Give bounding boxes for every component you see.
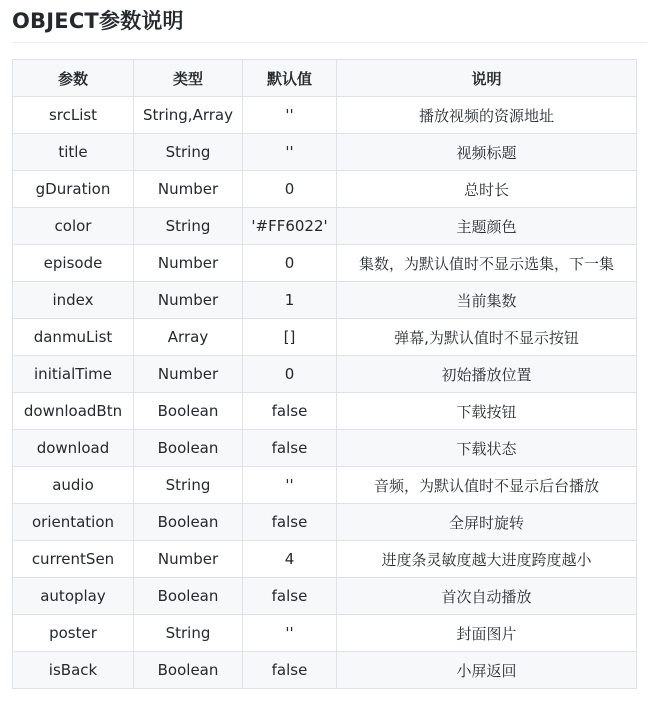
table-body: [13, 97, 637, 689]
param-name-cell: title: [13, 134, 134, 171]
type-cell: Number: [134, 541, 243, 578]
param-name-cell: currentSen: [13, 541, 134, 578]
description-cell: 视频标题: [337, 134, 637, 171]
type-cell: Boolean: [134, 652, 243, 689]
param-name-cell: initialTime: [13, 356, 134, 393]
param-name-cell: poster: [13, 615, 134, 652]
table-row: [13, 652, 637, 689]
default-value-cell: []: [243, 319, 337, 356]
type-cell: Boolean: [134, 504, 243, 541]
params-table: [12, 59, 637, 689]
description-cell: 音频，为默认值时不显示后台播放: [337, 467, 637, 504]
description-cell: 当前集数: [337, 282, 637, 319]
default-value-cell: '': [243, 615, 337, 652]
description-cell: 初始播放位置: [337, 356, 637, 393]
header-param: 参数: [13, 60, 134, 97]
type-cell: Number: [134, 245, 243, 282]
type-cell: Boolean: [134, 430, 243, 467]
type-cell: Number: [134, 356, 243, 393]
param-name-cell: download: [13, 430, 134, 467]
description-cell: 首次自动播放: [337, 578, 637, 615]
description-cell: 进度条灵敏度越大进度跨度越小: [337, 541, 637, 578]
default-value-cell: 1: [243, 282, 337, 319]
table-row: [13, 615, 637, 652]
param-name-cell: color: [13, 208, 134, 245]
type-cell: String: [134, 467, 243, 504]
default-value-cell: false: [243, 652, 337, 689]
param-name-cell: srcList: [13, 97, 134, 134]
description-cell: 弹幕,为默认值时不显示按钮: [337, 319, 637, 356]
table-row: [13, 245, 637, 282]
table-row: [13, 393, 637, 430]
type-cell: String,Array: [134, 97, 243, 134]
table-row: [13, 430, 637, 467]
param-name-cell: index: [13, 282, 134, 319]
type-cell: Boolean: [134, 393, 243, 430]
table-row: [13, 578, 637, 615]
table-head: [13, 60, 637, 97]
default-value-cell: 0: [243, 356, 337, 393]
table-row: [13, 356, 637, 393]
default-value-cell: '': [243, 467, 337, 504]
description-cell: 小屏返回: [337, 652, 637, 689]
table-row: [13, 467, 637, 504]
header-type: 类型: [134, 60, 243, 97]
param-name-cell: episode: [13, 245, 134, 282]
description-cell: 全屏时旋转: [337, 504, 637, 541]
table-row: [13, 171, 637, 208]
type-cell: String: [134, 134, 243, 171]
default-value-cell: false: [243, 430, 337, 467]
header-default: 默认值: [243, 60, 337, 97]
param-name-cell: downloadBtn: [13, 393, 134, 430]
param-name-cell: autoplay: [13, 578, 134, 615]
default-value-cell: '': [243, 134, 337, 171]
default-value-cell: false: [243, 578, 337, 615]
table-row: [13, 504, 637, 541]
type-cell: Boolean: [134, 578, 243, 615]
table-row: [13, 97, 637, 134]
table-row: [13, 208, 637, 245]
default-value-cell: '': [243, 97, 337, 134]
type-cell: String: [134, 208, 243, 245]
param-name-cell: isBack: [13, 652, 134, 689]
description-cell: 总时长: [337, 171, 637, 208]
param-name-cell: orientation: [13, 504, 134, 541]
description-cell: 播放视频的资源地址: [337, 97, 637, 134]
description-cell: 主题颜色: [337, 208, 637, 245]
table-row: [13, 134, 637, 171]
default-value-cell: 0: [243, 171, 337, 208]
description-cell: 集数，为默认值时不显示选集，下一集: [337, 245, 637, 282]
table-row: [13, 319, 637, 356]
param-name-cell: danmuList: [13, 319, 134, 356]
default-value-cell: false: [243, 504, 337, 541]
header-desc: 说明: [337, 60, 637, 97]
section-heading: [12, 6, 646, 43]
default-value-cell: 4: [243, 541, 337, 578]
header-row: [13, 60, 637, 97]
section-title: OBJECT参数说明: [12, 9, 184, 33]
description-cell: 封面图片: [337, 615, 637, 652]
description-cell: 下载状态: [337, 430, 637, 467]
param-name-cell: gDuration: [13, 171, 134, 208]
default-value-cell: false: [243, 393, 337, 430]
param-name-cell: audio: [13, 467, 134, 504]
table-row: [13, 541, 637, 578]
table-row: [13, 282, 637, 319]
default-value-cell: '#FF6022': [243, 208, 337, 245]
type-cell: Number: [134, 282, 243, 319]
default-value-cell: 0: [243, 245, 337, 282]
type-cell: Array: [134, 319, 243, 356]
type-cell: Number: [134, 171, 243, 208]
type-cell: String: [134, 615, 243, 652]
description-cell: 下载按钮: [337, 393, 637, 430]
